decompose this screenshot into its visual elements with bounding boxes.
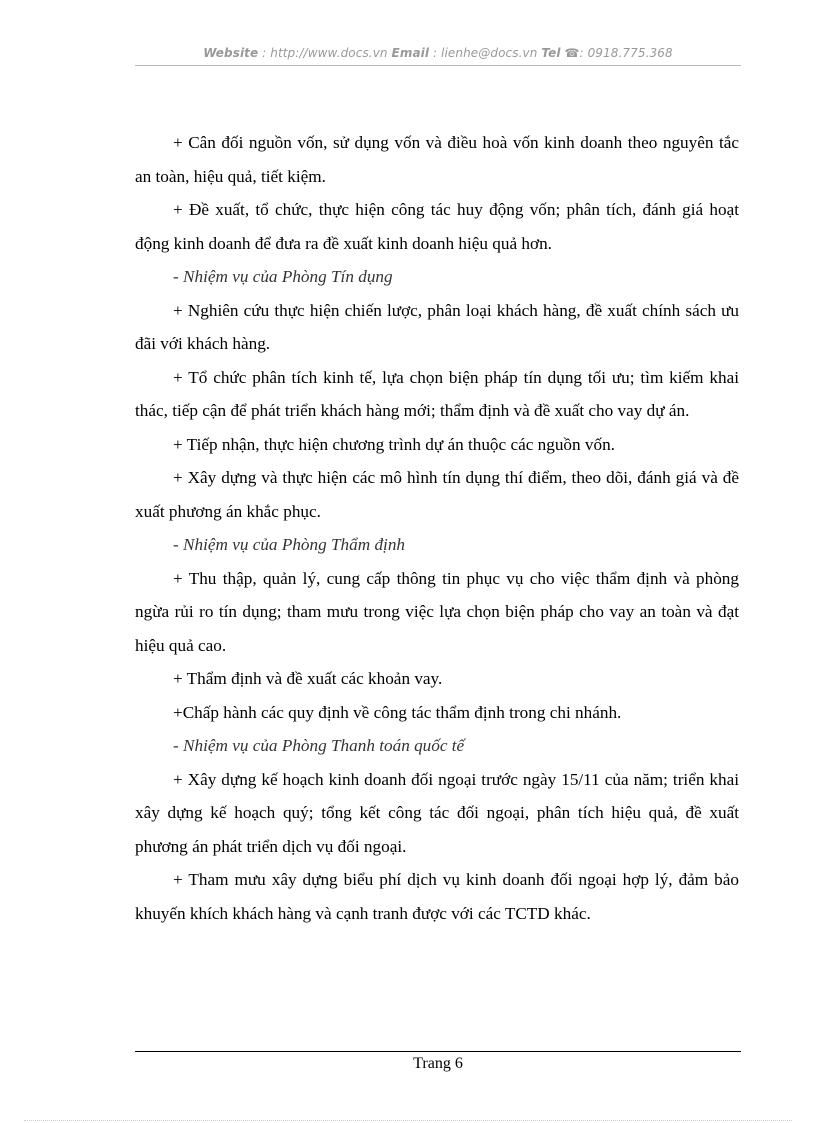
page-bottom-border	[24, 1120, 792, 1121]
paragraph: +Chấp hành các quy định về công tác thẩm định trong chi nhánh.	[173, 702, 622, 722]
tel-label: Tel	[541, 46, 561, 60]
paragraph: + Thẩm định và đề xuất các khoản vay.	[173, 669, 443, 688]
paragraph: + Tham mưu xây dựng biểu phí dịch vụ kinh doanh đối ngoại hợp lý, đảm bảo khuyến khích khách hàng và cạnh tranh được với các TCTD khác.	[135, 870, 739, 923]
section-heading: - Nhiệm vụ của Phòng Tín dụng	[173, 267, 393, 286]
document-body	[135, 126, 739, 930]
page-header	[135, 46, 741, 60]
header-divider	[135, 65, 741, 66]
paragraph: + Thu thập, quản lý, cung cấp thông tin phục vụ cho việc thẩm định và phòng ngừa rủi ro tín dụng; tham mưu trong việc lựa chọn biện pháp cho vay an toàn và đạt hiệu quả cao.	[135, 568, 739, 655]
tel-value: ☎: 0918.775.368	[560, 46, 673, 60]
paragraph: + Đề xuất, tổ chức, thực hiện công tác huy động vốn; phân tích, đánh giá hoạt động kinh doanh để đưa ra đề xuất kinh doanh hiệu quả hơn.	[135, 200, 739, 253]
paragraph: + Cân đối nguồn vốn, sử dụng vốn và điều hoà vốn kinh doanh theo nguyên tắc an toàn, hiệu quả, tiết kiệm.	[135, 133, 739, 186]
paragraph: + Nghiên cứu thực hiện chiến lược, phân loại khách hàng, đề xuất chính sách ưu đãi với khách hàng.	[135, 300, 739, 353]
email-label: Email	[391, 46, 430, 60]
section-heading: - Nhiệm vụ của Phòng Thẩm định	[173, 535, 406, 554]
website-label: Website	[203, 46, 259, 60]
footer-divider	[135, 1051, 741, 1052]
paragraph: + Tổ chức phân tích kinh tế, lựa chọn biện pháp tín dụng tối ưu; tìm kiếm khai thác, tiếp cận để phát triển khách hàng mới; thẩm định và đề xuất cho vay dự án.	[135, 367, 739, 420]
paragraph: + Tiếp nhận, thực hiện chương trình dự án thuộc các nguồn vốn.	[173, 434, 615, 454]
paragraph: + Xây dựng kế hoạch kinh doanh đối ngoại trước ngày 15/11 của năm; triển khai xây dựng kế hoạch quý; tổng kết công tác đối ngoại, phân tích hiệu quả, đề xuất phương án phát triển dịch vụ đối ngoại.	[135, 769, 739, 856]
website-value: : http://www.docs.vn	[258, 46, 392, 60]
page-number: Trang 6	[413, 1055, 463, 1072]
paragraph: + Xây dựng và thực hiện các mô hình tín dụng thí điểm, theo dõi, đánh giá và đề xuất phương án khắc phục.	[135, 468, 739, 521]
email-value: : lienhe@docs.vn	[429, 46, 542, 60]
section-heading: - Nhiệm vụ của Phòng Thanh toán quốc tế	[173, 736, 465, 755]
